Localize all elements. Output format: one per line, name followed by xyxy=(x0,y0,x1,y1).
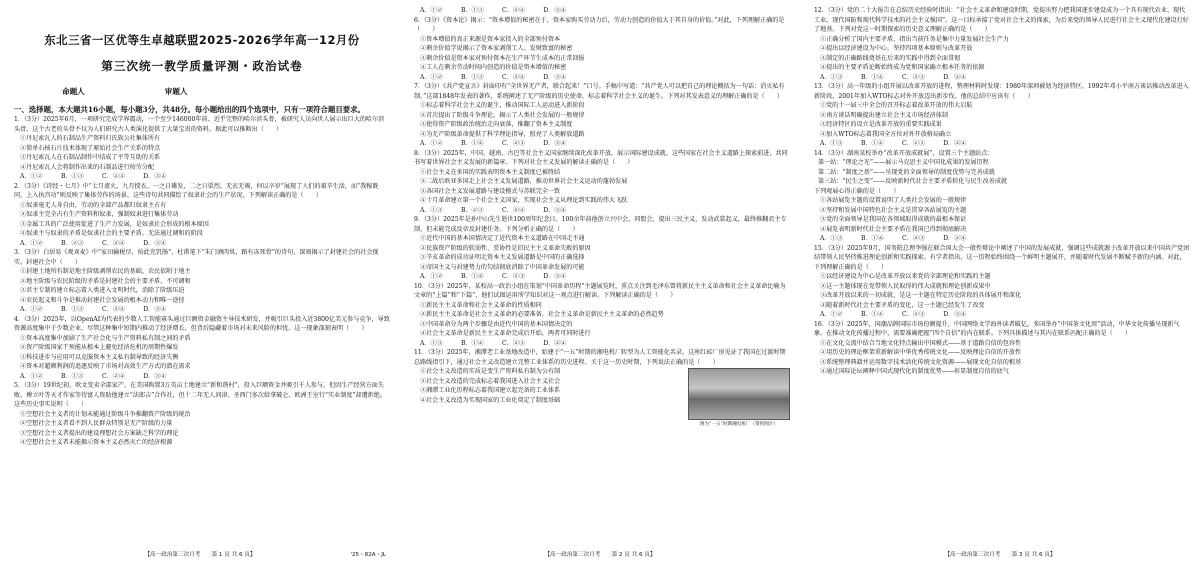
question-line: A．①③ B．①④ C．②③ D．②④ xyxy=(820,235,967,242)
proposer-label: 命题人 xyxy=(62,87,85,96)
question-line: ③科技进步与应用可以克服资本主义私有制导致的经济失衡 xyxy=(20,353,179,361)
question-line: ④为无产阶级革命提供了科学理论指导，照亮了人类解放道路 xyxy=(420,130,585,138)
question-line: ④随着新时代社会主要矛盾的变化，这一主题已经发生了改变 xyxy=(820,301,985,309)
question-line: ②资产阶级国家干预能从根本上避免经济危机的周期性爆发 xyxy=(20,344,179,351)
section-heading: 一、选择题，本大题共16小题，每小题3分，共48分。每小题给出的四个选项中，只有一项符合题目要求。 xyxy=(14,105,365,114)
question-line: 10．（3分）2025年，某校高一政治小组在策划“中国革命历程”主题展览时，重点关注到毛泽东曾将新民主主义革命和社会主义革命比喻为文章的“上篇”和“下篇”，他们试图运用所学知识对这一观点进行解读。下列解读正确的是（ ） xyxy=(414,282,786,299)
question-line: ④加入WTO标志着我国全方位对外开放格局确立 xyxy=(820,130,952,138)
page-footer: 【高一政治第三次月考 第 1 页 共 6 页】 xyxy=(144,552,256,558)
question-line: 12．（3分）党的二十大报告在总结历史经验时指出：“社会主义革命和建设时期，党提出努力把我国逐步建设成为一个具有现代农业、现代工业、现代国防和现代科学技术的社会主义强国”。这一目标承接了党对社会主义的探索，为后来党的领导人民进行社会主义现代化建设打好了地基。下列对党这一时期探索的历史意义理解正确的是（ ） xyxy=(814,7,1189,33)
question-line: ④社会主义革命是新民主主义革命完成后开始，两者可同时进行 xyxy=(420,330,591,337)
question-line: A．①② B．①④ C．②③ D．③④ xyxy=(820,311,967,318)
question-line: ③改革开放以来的一切成就，是这一主题在特定历史阶段的具体展开和深化 xyxy=(820,292,1022,299)
reviewer-label: 审题人 xyxy=(164,87,188,96)
question-line: ②社会主义改造的完成标志着我国进入社会主义社会 xyxy=(420,377,561,385)
exam-title: 东北三省一区优等生卓越联盟2025-2026学年高一12月份 xyxy=(44,33,360,47)
question-line: ④帝国主义与封建势力的勾结彻底消除了中国革命发展的可能 xyxy=(420,263,585,271)
question-column-2 xyxy=(414,6,790,427)
question-column-1 xyxy=(14,115,390,448)
question-line: 16．（3分）2025年，国潮品牌国际市场份额提升，中国网络文学海外读者破亿，多国举办“中国茶文化周”活动，中华文化传播呈现新气象。在推动文化传播过程中，需要准确把握“四个自信”的内在联系。下列具体描述与其内在联系匹配正确的是（ ） xyxy=(814,320,1180,337)
author-line xyxy=(62,86,390,97)
question-line: ①资本高度集中加剧了生产社会化与生产资料私有制之间的矛盾 xyxy=(20,334,191,342)
question-line: ②剩余价值学说揭示了资本家剥削工人、发财致富的秘密 xyxy=(420,45,573,52)
question-line: A．①② B．①③ C．②④ D．③④ xyxy=(420,7,567,14)
question-line: ②奴隶主完全占有生产资料和奴隶，强制奴隶进行集体劳动 xyxy=(20,211,179,218)
question-line: ②二战后欧亚多国走上社会主义发展道路，推动世界社会主义运动的蓬勃发展 xyxy=(420,178,628,185)
question-line: A．①② B．②③ C．②④ D．③④ xyxy=(20,239,167,247)
question-line: ①各站展览主题的设置说明了人类社会发展的一般规律 xyxy=(820,197,967,204)
question-line: 4．（3分）2025年，以OpenAI为代表的少数人工智能寡头通过巨额资金融资主导技术研发，并吸引巨头投入近3800亿美元参与竞争，导致资源高度集中于少数企业，尽管这种集中短期内推动了经济增长，但背后隐藏着市场对未来风险的担忧。这一现象深刻表明（ ） xyxy=(14,315,390,332)
question-line: 6．（3分）《资本论》揭示：“资本增值的秘密在于，资本家购买劳动力后，劳动力创造的价值大于其自身的价值。”对此，下列理解正确的是（ ） xyxy=(414,16,785,33)
question-line: A．①③ B．①④ C．②③ D．②④ xyxy=(820,73,967,81)
question-line: ④提出的主要矛盾论断始终成为党和国家确立根本任务的依据 xyxy=(820,64,985,71)
question-line: ③中国革命分为两个步骤是由近代中国的基本国情决定的 xyxy=(420,320,573,328)
exam-subtitle: 第三次统一教学质量评测・政治试卷 xyxy=(101,59,303,73)
question-line: A．①③ B．①④ C．②③ D．②④ xyxy=(420,339,567,347)
question-line: 5．（3分）19世纪初，欧文变卖全部家产，在美国购置3万英亩土地建立“新和谐村”，投入巨额资金并吸引千人参与，但因生产经营方面失败。傅立叶等天才作家等待富人资助他建立“法郎吉”合作社，但十二年无人问津。圣西门多次给拿破仑、欧洲王室行“实业制度”却遭拒绝。这些历史事实说明（ ） xyxy=(14,382,386,408)
question-line: 第一站：“理论之光”——展示马克思主义中国化成果的发展历程 xyxy=(818,159,989,166)
question-line: A．①② B．①③ C．②④ D．③④ xyxy=(20,372,167,380)
question-line: ③湘潭工业化历程标志着我国建立起完备的工业体系 xyxy=(420,387,561,394)
question-line: A．①② B．①④ C．②③ D．③④ xyxy=(420,140,567,147)
question-line: ③制定的正确路线奠基在后来的实践中得到全面贯彻 xyxy=(820,54,961,62)
exam-code: '25・82A・JL xyxy=(350,552,386,558)
question-line: A．①② B．①③ C．②④ D．③④ xyxy=(20,306,167,313)
question-line: 15．（3分）2025年9月，国务院总理李强在联合国大会一般性辩论中阐述了中国的发展成就，强调这些成就源于改革开放以来中国共产党团结带领人民坚持推进理论创新和实践探索。有学者指出，这一历程始终围绕一个鲜明主题展开，并随着时代发展不断赋予新的内涵。对此，下列理解正确的是（ ） xyxy=(814,244,1190,271)
question-line: A．①③ B．②③ C．②④ D．③④ xyxy=(420,206,567,214)
question-line: ②首次提出了阶级斗争理论，揭示了人类社会发展的一般规律 xyxy=(420,111,585,119)
question-line: ③空想社会主义者提出的建设理想社会方案缺乏科学的理论 xyxy=(20,429,179,437)
question-line: ④奴隶主与奴隶的矛盾是奴隶社会的主要矛盾，无法通过调和的阶段 xyxy=(20,230,203,237)
question-line: 14．（3分）湖南某校举办“改革开放成就展”，设置三个主题站点： xyxy=(814,149,994,157)
question-line: ③剩余价值是资本家对预付资本在生产环节生成本的正常回报 xyxy=(420,54,585,62)
question-line: ①新民主主义革命和社会主义革命的性质相同 xyxy=(420,301,542,309)
question-line: ③经济特区的设立是改革开放的重要实践成果 xyxy=(820,121,942,128)
question-line: ②南方谈话明确提出建立社会主义市场经济体制 xyxy=(820,111,948,119)
question-line: ④通过国际论坛阐释中国式现代化的制度优势——彰显制度自信的底气 xyxy=(820,368,1009,375)
question-line: ④社会主义改造为实现国家的工业化奠定了制度基础 xyxy=(420,396,561,404)
factory-photo xyxy=(688,368,790,427)
question-line: ①近代中国的基本国情决定了近代资本主义道路在中国走不通 xyxy=(420,235,585,242)
question-line: ④十月革命建立第一个社会主义国家，实现社会主义从理论到实践的伟大飞跃 xyxy=(420,197,628,204)
question-line: ①社会主义改造的实质是变生产资料私有制为公有制 xyxy=(420,368,561,375)
question-line: ②地主阶级与农民阶级的矛盾是封建社会的主要矛盾，不可调和 xyxy=(20,277,191,285)
question-line: 11．（3分）2025年，湘潭老工业基地改造中，始建于“一五”时期的湘电机厂转型为人工智能化名录。这座红砖厂房见证了我国在过渡时期总路线指引下，通过社会主义改造建立完整工业体系的历史进程。关于这一历史时期，下列说法正确的是（ ） xyxy=(414,349,786,366)
question-line: A．①② B．①③ C．②④ D．③④ xyxy=(20,173,167,180)
question-line: ①奴隶毫无人身自由，劳动的全部产品都归奴隶主占有 xyxy=(20,201,167,209)
question-line: ①以经济建设为中心是改革开放以来党的全部理论和实践的主题 xyxy=(820,273,991,280)
question-line: ③金属工具的广泛使用促进了生产力发展，是奴隶社会形成的根本原因 xyxy=(20,220,209,228)
question-line: ②提出以经济建设为中心，坚持四项基本原则与改革开放 xyxy=(820,45,973,52)
question-line: ②简单石核石片技术体现了原始社会生产关系的特点 xyxy=(20,144,161,152)
question-line: ③系统整理典籍并运用数字技术活化传统文化资源——展现文化自信的根基 xyxy=(820,358,1022,366)
question-line: ②这一主题体现在党带领人民取得的伟大成就和理论创新成果中 xyxy=(820,282,991,290)
question-line: ④资本对超额利润的追逐反映了市场对高效生产方式的潜在需求 xyxy=(20,363,191,370)
question-line: ①空想社会主义者的计划未能通过阶级斗争推翻资产阶级的统治 xyxy=(20,410,191,418)
question-line: ④农民起义和斗争是推动封建社会发展的根本动力和唯一途径 xyxy=(20,296,185,304)
question-line: 第二站：“制度之基”——呈现党的全面领导的制度优势与完善成就 xyxy=(818,168,995,176)
question-line: 1．（3分）2025年6月，一项研究完成学界震动，一个至少146000年前、近乎完整的哈尔滨头骨，被研究人员向世人展示出巨大的哈尔滨头骨，这个古老的头骨不仅为人们研究古人类演化提供了大量宝贵的资料。据此可以推断出（ ） xyxy=(14,116,385,133)
question-line: ①标志着科学社会主义的诞生，推动国际工人运动进入新阶段 xyxy=(420,102,585,109)
question-line: 2．（3分）《诗经・七月》中“七月流火，九月授衣。一之日觱发，二之日栗烈。无衣无褐，何以卒岁”展现了人们的艰辛生活，而“我稼既同，上入执宫功”则反映了集体劳作的场景。这些诗句共同描绘了奴隶社会的生产状况。下列解读正确的是（ ） xyxy=(14,182,379,199)
question-line: ④空想社会主义者未能揭示资本主义必然灭亡的经济根源 xyxy=(20,439,173,446)
question-line: 3．（3分）白居易《观刈麦》中“家田输税尽，拾此充饥肠”，杜甫笔下“朱门酒肉臭，路有冻死骨”的诗句，深刻揭示了封建社会的社会现实。封建社会中（ ） xyxy=(14,249,379,266)
question-column-3 xyxy=(814,6,1190,377)
question-line: 下列观展心得正确的是（ ） xyxy=(814,187,900,195)
question-line: ③丹尼索瓦人在石制品制作中结成了平等互助的关系 xyxy=(20,154,161,161)
question-line: A．①② B．①④ C．②③ D．③④ xyxy=(420,273,567,280)
question-line: 9．（3分）2025年是孙中山先生逝世100周年纪念日。100余年前他创立兴中会、同盟会，提出三民主义，发动武装起义，最终推翻君主专制，但未能完成反帝反封建任务。下列分析正确的是（ ） xyxy=(414,216,787,233)
question-line: 8．（3分）2025年，中国、越南、古巴等社会主义国家继续深化改革开放，展示国际建设成就。这些国家在社会主义道路上探索前进，共同书写着世界社会主义发展的新篇章。下列对社会主义发展的解读正确的是（ ） xyxy=(414,149,788,166)
question-line: ①党的十一届三中全会的召开标志着改革开放的伟大启航 xyxy=(820,102,973,109)
question-line: ①在文化交流中结合当地文化特点输出中国模式——基于道路自信的包容性 xyxy=(820,339,1022,347)
question-line: ①资本增值的真正来源是资本家投入的全部预付资本 xyxy=(420,35,561,43)
question-line: ②坚持和发展中国特色社会主义是贯穿各站展览的主题 xyxy=(820,206,967,214)
photo-caption: 图为“一五”时期湘电机厂（资料图片） xyxy=(699,421,779,427)
question-line: ①丹尼索瓦人的石制品生产资料归氏族公社集体所有 xyxy=(20,135,161,142)
question-line: ③君主专制的建立标志着人类进入文明时代，消除了阶级压迫 xyxy=(20,287,185,294)
question-line: 第三站：“民生之变”——反映新时代社会主要矛盾转化与民生改善成就 xyxy=(818,178,1008,185)
page-3 xyxy=(800,0,1200,565)
page-1 xyxy=(0,0,400,565)
question-line: ③使得资产阶级政治统治走向衰落，推翻了资本主义制度 xyxy=(420,121,573,128)
question-line: ①封建土地所有制是地主阶级剥削农民的基础，农民依附于地主 xyxy=(20,268,191,275)
question-line: ②用历史的理论框架重新解读中华优秀传统文化——反映理论自信的开放性 xyxy=(820,349,1022,356)
page-2 xyxy=(400,0,800,565)
question-line: ④工人在剩余劳动时间内创造的价值是资本增值的秘密 xyxy=(420,64,567,71)
question-line: A．①③ B．①④ C．②③ D．②④ xyxy=(820,140,967,147)
question-line: ①正确分析了国内主要矛盾，指出当前任务是集中力量发展社会生产力 xyxy=(820,35,1009,43)
question-line: ③各国社会主义发展道路与建设模式与苏联完全一致 xyxy=(420,187,561,195)
question-line: ③辛亥革命的成功证明走资本主义发展道路是中国的正确选择 xyxy=(420,254,585,261)
question-line: 7．（3分）《共产党宣言》封面印有“全世界无产者，联合起来！”口号。手稿中写道：“共产党人可以把自己的理论概括为一句话：消灭私有制。”这部1848年发表的著作，系统阐述了无产阶级的历史使命，标志着科学社会主义的诞生。下列对其发表意义的理解正确的是（ ） xyxy=(414,83,785,100)
question-line: ①社会主义在多国的实践表明资本主义制度已被终结 xyxy=(420,168,561,176)
question-line: ②民族资产阶级的软弱性、妥协性是旧民主主义革命失败的原因 xyxy=(420,244,591,252)
page-footer: 【高一政治第三次月考 第 2 页 共 6 页】 xyxy=(544,552,656,558)
question-line: ②空想社会主义者看不到人民群众特别是无产阶级的力量 xyxy=(20,420,173,427)
page-footer: 【高一政治第三次月考 第 3 页 共 6 页】 xyxy=(944,552,1056,558)
question-line: ④丹尼索瓦人会将制作出来的石制品进行按劳分配 xyxy=(20,163,155,171)
question-line: ④展览表明新时代社会主要矛盾在我国已得到彻底解决 xyxy=(820,225,967,233)
question-line: 13．（3分）高一年级的小组开展以改革开放的进程，整理材料时发现：1980年深圳被划为经济特区，1992年邓小平南方谈话推动改革进入新阶段，2001年加入WTO标志对外开放迈出新步伐。他的总结中应该有（ ） xyxy=(814,83,1189,100)
question-line: ②新民主主义革命是社会主义革命的必要准备，社会主义革命是新民主主义革命的必然趋势 xyxy=(420,311,664,318)
question-line: A．①② B．①③ C．②④ D．③④ xyxy=(420,73,567,81)
question-line: ③党的全面领导是我国在各领域取得成就的最根本保证 xyxy=(820,216,967,223)
